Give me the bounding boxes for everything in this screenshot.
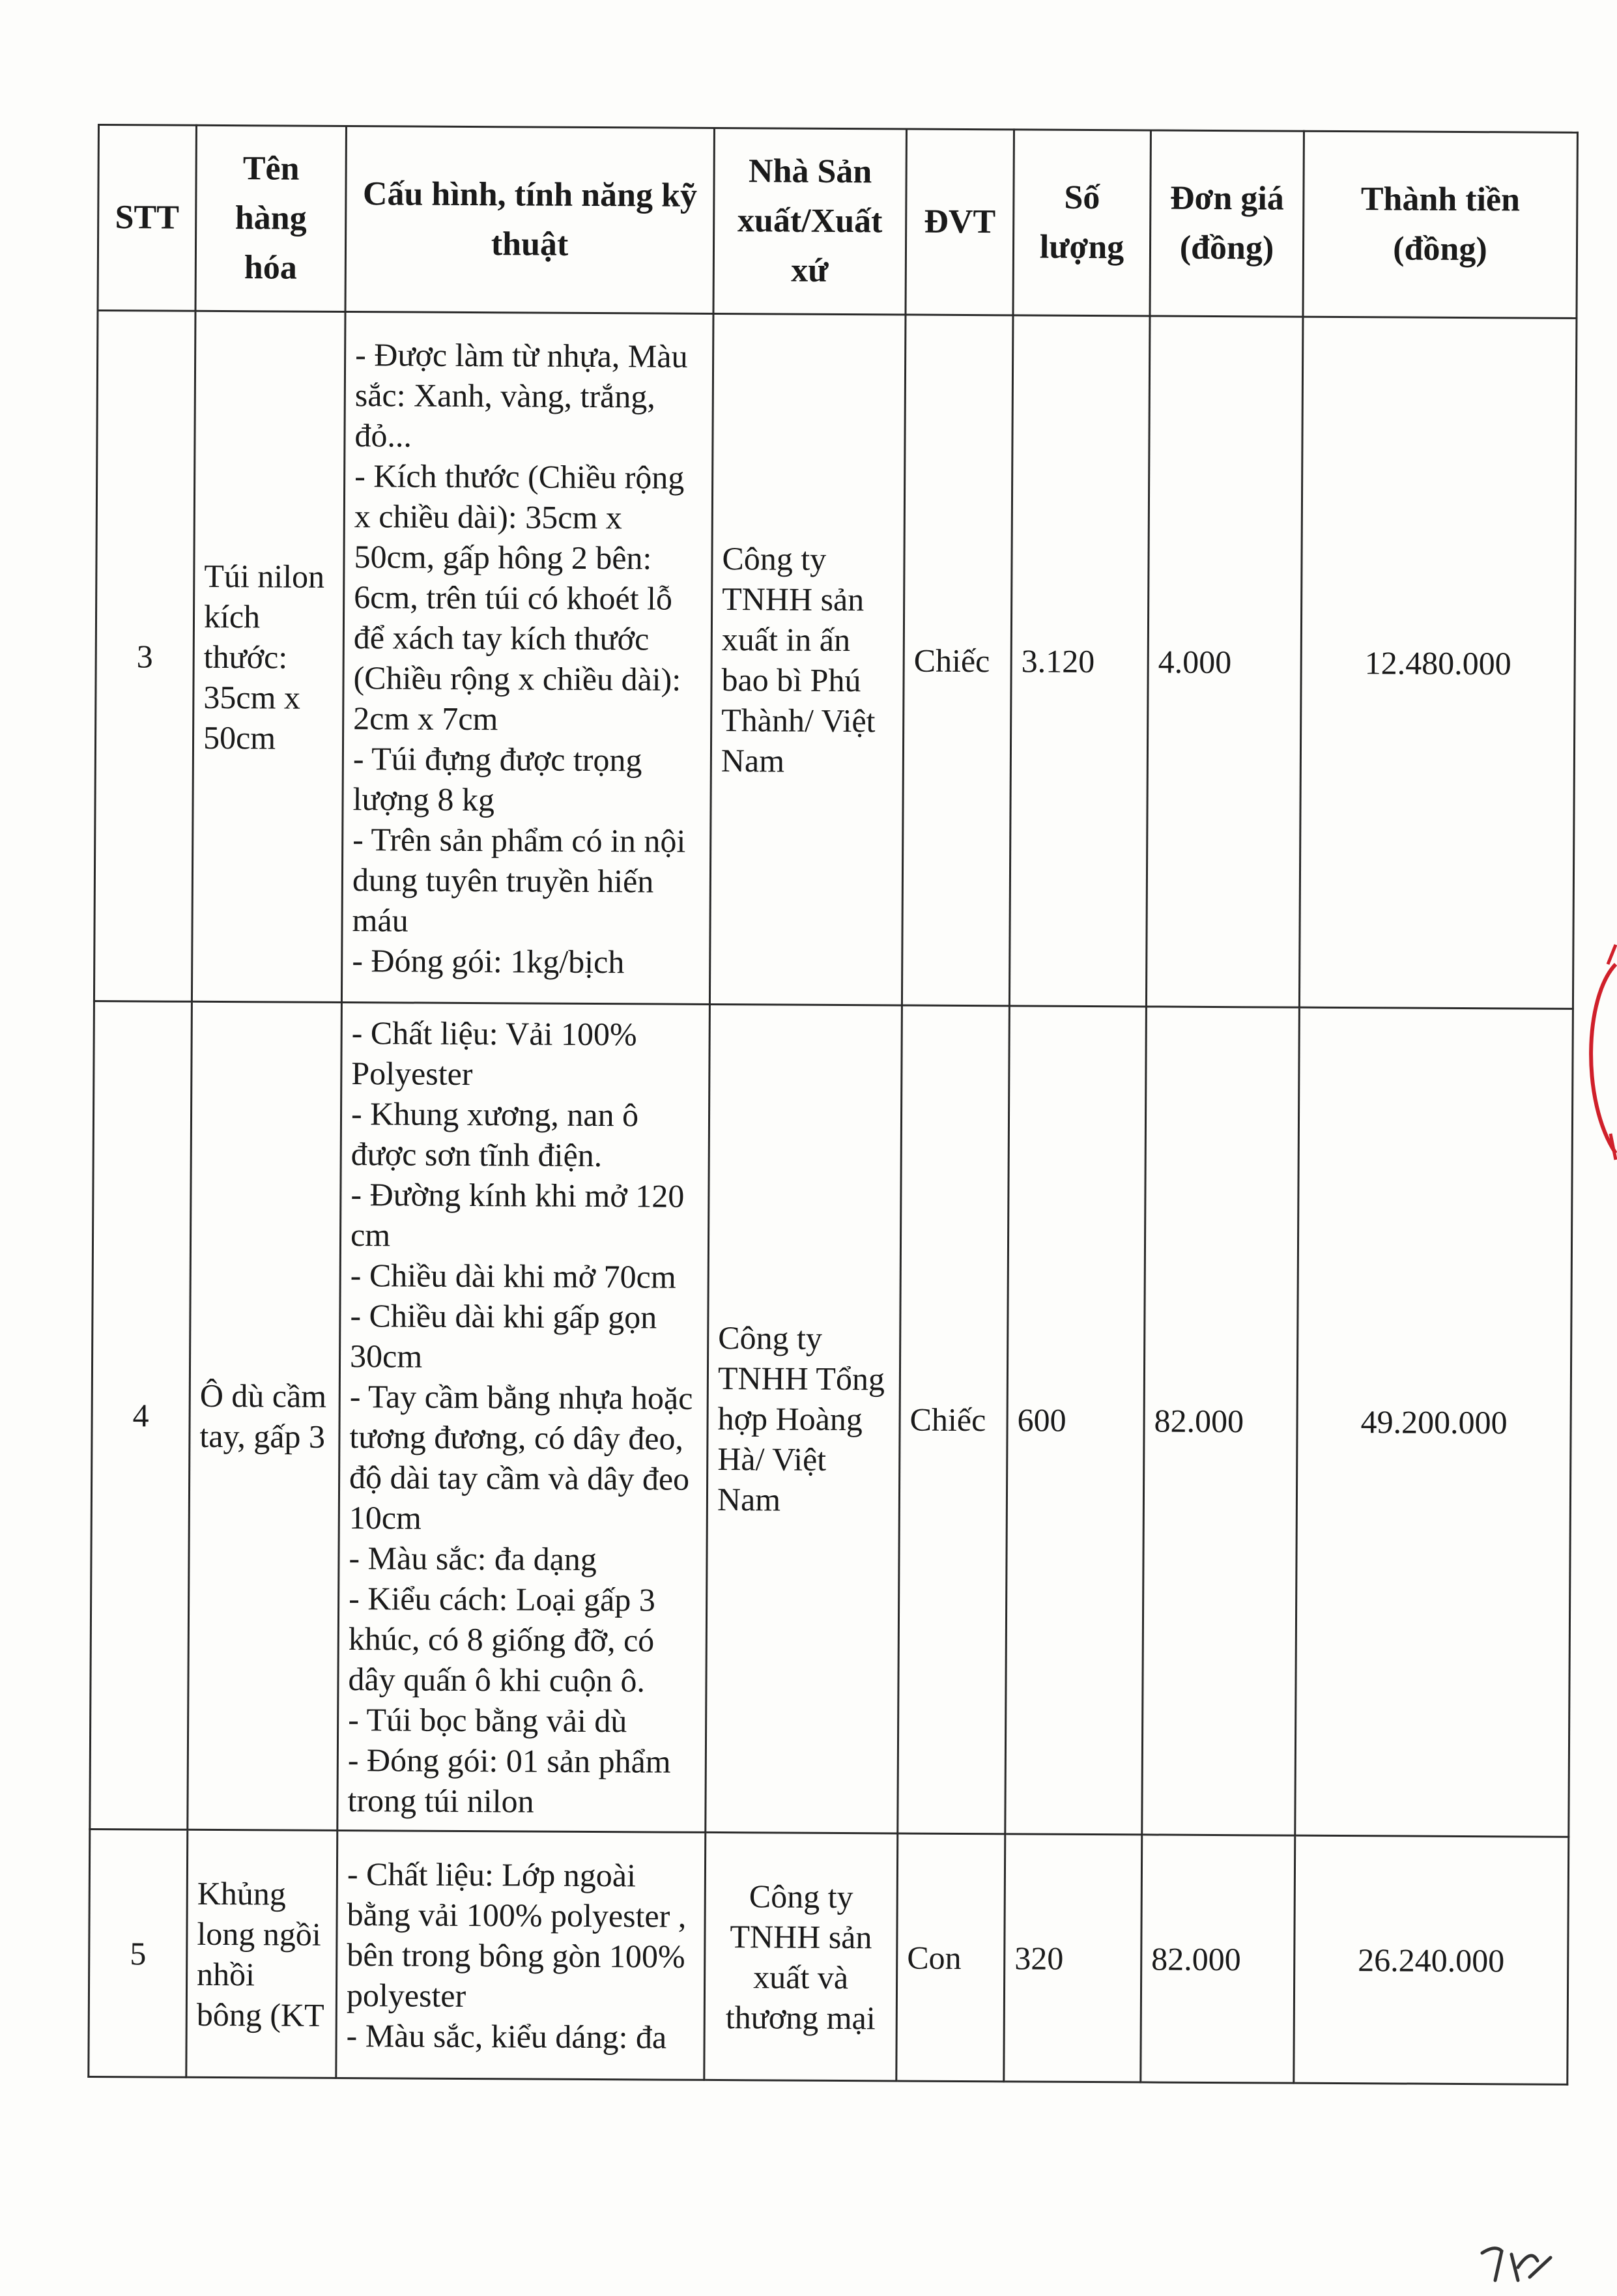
header-price: Đơn giá (đồng) <box>1150 130 1304 317</box>
spec-line: - Tay cầm bằng nhựa hoặc tương đương, có dây đeo, độ dài tay cầm và dây đeo 10cm <box>349 1378 693 1536</box>
spec-line: - Màu sắc, kiểu dáng: đa <box>346 2016 667 2056</box>
cell-total: 26.240.000 <box>1294 1835 1569 2084</box>
cell-spec <box>341 311 713 1004</box>
cell-maker: Công ty TNHH sản xuất in ấn bao bì Phú Thành/ Việt Nam <box>709 313 906 1005</box>
cell-price: 82.000 <box>1141 1835 1295 2083</box>
spec-line: - Khung xương, nan ô được sơn tĩnh điện. <box>351 1095 639 1174</box>
cell-qty: 320 <box>1004 1834 1142 2082</box>
spec-line: - Kiểu cách: Loại gấp 3 khúc, có 8 giống đỡ, có dây quấn ô khi cuộn ô. <box>348 1580 655 1699</box>
header-unit: ĐVT <box>906 129 1014 315</box>
cell-name: Túi nilon kích thước: 35cm x 50cm <box>192 311 345 1002</box>
cell-stt: 5 <box>89 1829 188 2077</box>
header-maker: Nhà Sản xuất/Xuất xứ <box>713 128 906 315</box>
spec-line: - Đóng gói: 1kg/bịch <box>352 941 625 980</box>
spec-line: - Được làm từ nhựa, Màu sắc: Xanh, vàng, trắng, đỏ... <box>354 336 688 454</box>
spec-line: - Đóng gói: 01 sản phẩm trong túi nilon <box>347 1742 671 1820</box>
header-spec: Cấu hình, tính năng kỹ thuật <box>345 126 714 313</box>
spec-line: - Chất liệu: Vải 100% Polyester <box>351 1014 637 1093</box>
goods-table <box>87 124 1579 2086</box>
spec-line: - Túi bọc bằng vải dù <box>348 1701 627 1740</box>
table-row <box>89 1829 1569 2084</box>
spec-line: - Trên sản phẩm có in nội dung tuyên truyền hiến máu <box>352 820 686 939</box>
handwritten-mark <box>1479 2241 1557 2296</box>
header-name: Tên hàng hóa <box>195 125 346 311</box>
cell-stt: 3 <box>94 311 195 1002</box>
cell-stt: 4 <box>90 1001 192 1830</box>
spec-line: - Màu sắc: đa dạng <box>349 1540 597 1578</box>
cell-price: 82.000 <box>1142 1007 1300 1835</box>
spec-line: - Chiều dài khi mở 70cm <box>350 1257 676 1295</box>
table-row <box>90 1001 1573 1837</box>
cell-price: 4.000 <box>1146 316 1303 1007</box>
header-qty: Số lượng <box>1013 130 1151 316</box>
cell-unit: Chiếc <box>902 315 1013 1006</box>
spec-line: - Chiều dài khi gấp gọn 30cm <box>349 1297 657 1375</box>
cell-maker: Công ty TNHH Tổng hợp Hoàng Hà/ Việt Nam <box>706 1004 902 1833</box>
cell-qty: 600 <box>1005 1006 1147 1835</box>
header-total: Thành tiền (đồng) <box>1303 131 1577 318</box>
cell-total: 49.200.000 <box>1295 1007 1573 1837</box>
cell-spec <box>337 1002 710 1832</box>
cell-maker: Công ty TNHH sản xuất và thương mại <box>704 1832 898 2081</box>
cell-total: 12.480.000 <box>1299 317 1577 1009</box>
table-row <box>94 311 1577 1009</box>
red-seal-fragment <box>1578 938 1617 1173</box>
spec-line: - Túi đựng được trọng lượng 8 kg <box>352 739 642 818</box>
spec-line: - Đường kính khi mở 120 cm <box>350 1176 685 1254</box>
spec-line: - Kích thước (Chiều rộng x chiều dài): 35cm x 50cm, gấp hông 2 bên: 6cm, trên túi có khoét lỗ để xách tay kích thước (Chiều rộng x chiều dài): 2cm x 7cm <box>353 457 685 737</box>
cell-qty: 3.120 <box>1009 315 1150 1007</box>
cell-unit: Chiếc <box>898 1005 1010 1834</box>
header-stt: STT <box>98 125 196 311</box>
table-header-row <box>98 125 1577 319</box>
cell-name: Khủng long ngồi nhồi bông (KT <box>186 1830 337 2078</box>
spec-line: - Chất liệu: Lớp ngoài bằng vải 100% polyester , bên trong bông gòn 100% polyester <box>346 1855 687 2014</box>
cell-spec <box>336 1830 706 2080</box>
cell-name: Ô dù cầm tay, gấp 3 <box>188 1001 342 1830</box>
cell-unit: Con <box>896 1833 1005 2082</box>
